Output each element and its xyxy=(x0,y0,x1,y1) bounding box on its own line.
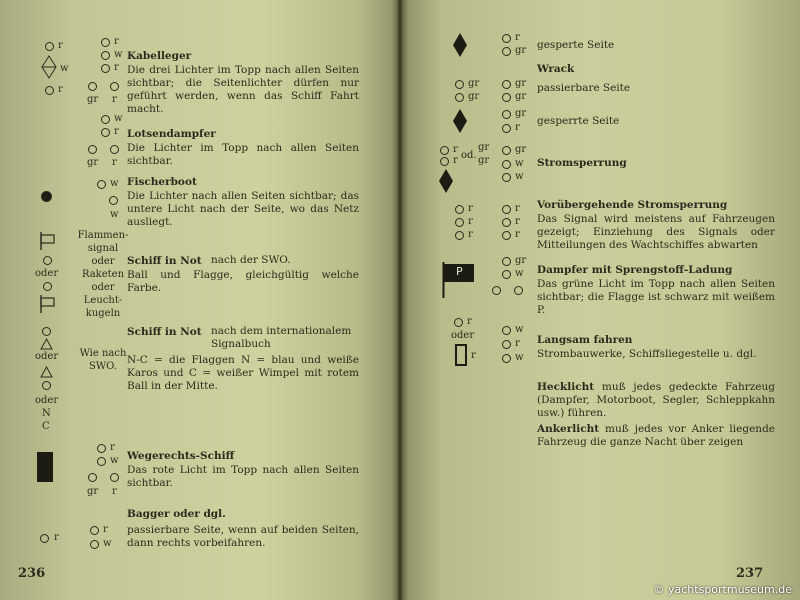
light-label: r xyxy=(468,203,473,214)
light-label: gr xyxy=(515,144,527,155)
ball-signal-icon xyxy=(41,191,52,202)
entry-title: Schiff in Not xyxy=(127,255,202,267)
light-label: w xyxy=(110,455,119,466)
entry-text: muß jedes vor Anker liegende Fahrzeug die ganze Nacht über zeigen xyxy=(537,423,776,448)
oder-label: oder xyxy=(35,351,59,362)
entry-text: N-C = die Flaggen N = blau und weiße Karos und C = weißer Wimpel mit rotem Ball in der Mitte. xyxy=(127,354,359,392)
entry-title: Schiff in Not xyxy=(127,326,202,338)
entry-title: Vorübergehende Stromsperrung xyxy=(537,199,728,211)
light-label: gr xyxy=(468,78,480,89)
light-label: r xyxy=(110,442,115,453)
light-circle xyxy=(101,38,110,47)
light-label: r xyxy=(58,84,63,95)
light-label: w xyxy=(60,63,69,74)
light-label: gr xyxy=(515,91,527,102)
light-circle xyxy=(502,257,511,266)
black-board-icon xyxy=(37,452,53,482)
black-diamond-icon xyxy=(439,169,453,193)
flag-icon xyxy=(40,295,56,313)
entry-title: Dampfer mit Sprengstoff-Ladung xyxy=(537,264,733,276)
light-label: r xyxy=(515,32,520,43)
light-circle xyxy=(455,80,464,89)
light-label: gr xyxy=(87,94,99,105)
light-circle xyxy=(502,231,511,240)
light-label: w xyxy=(515,171,524,182)
light-label: w xyxy=(103,538,112,549)
black-diamond-icon xyxy=(453,109,467,133)
entry-text: passierbare Seite, wenn auf beiden Seiten, dann rechts vorbeifahren. xyxy=(127,524,359,549)
light-circle xyxy=(502,34,511,43)
light-circle xyxy=(454,318,463,327)
right-page xyxy=(402,0,800,600)
light-circle xyxy=(514,286,523,295)
entry-text: Das grüne Licht im Topp nach allen Seiten sichtbar; die Flagge ist schwarz mit weißem P. xyxy=(537,278,775,316)
entry-title-suffix: nach der SWO. xyxy=(211,254,291,266)
diamond-shape-icon xyxy=(42,56,56,78)
flag-icon xyxy=(40,232,56,250)
entry-title: Hecklicht xyxy=(537,381,595,393)
light-circle xyxy=(110,145,119,154)
entry-text: Die Lichter nach allen Seiten sichtbar; das untere Licht nach der Seite, wo das Netz ausliegt. xyxy=(127,190,359,228)
page-number: 236 xyxy=(18,566,46,581)
light-label: r xyxy=(54,532,59,543)
light-circle xyxy=(502,80,511,89)
light-circle xyxy=(88,82,97,91)
light-label: w xyxy=(515,352,524,363)
light-circle xyxy=(502,124,511,133)
signal-label: Leucht- xyxy=(83,295,123,306)
light-circle xyxy=(88,473,97,482)
light-circle xyxy=(502,354,511,363)
entry-title-suffix: nach dem internationalem Signalbuch xyxy=(211,325,352,350)
light-circle xyxy=(455,231,464,240)
light-label: w xyxy=(515,268,524,279)
light-label: r xyxy=(468,216,473,227)
left-page xyxy=(0,0,398,600)
ball-outline-icon xyxy=(43,282,52,291)
triangle-icon xyxy=(41,339,52,349)
light-circle xyxy=(502,47,511,56)
hecklicht-paragraph xyxy=(537,381,775,420)
od-label: od. xyxy=(461,150,477,161)
light-label: gr xyxy=(87,157,99,168)
light-label: gr xyxy=(515,255,527,266)
black-diamond-icon xyxy=(453,33,467,57)
light-label: r xyxy=(112,94,117,105)
light-circle xyxy=(109,196,118,205)
signal-label: Flammen- xyxy=(77,230,129,241)
flag-letter: C xyxy=(42,421,50,432)
light-label: r xyxy=(515,122,520,133)
light-label: r xyxy=(467,316,472,327)
light-label: gr xyxy=(478,155,490,166)
light-label: w xyxy=(114,49,123,60)
light-label: r xyxy=(114,62,119,73)
light-circle xyxy=(97,457,106,466)
flag-letter: P xyxy=(456,265,463,278)
light-circle xyxy=(502,173,511,182)
oder-label: oder xyxy=(35,395,59,406)
entry-text: passierbare Seite xyxy=(537,82,631,94)
light-label: r xyxy=(515,216,520,227)
light-circle xyxy=(440,157,449,166)
light-label: gr xyxy=(87,486,99,497)
signal-label: SWO. xyxy=(89,361,117,372)
oder-label: oder xyxy=(91,256,115,267)
light-label: w xyxy=(515,324,524,335)
light-label: gr xyxy=(515,78,527,89)
entry-text: Ball und Flagge, gleichgültig welche Farbe. xyxy=(127,269,359,294)
watermark: © yachtsportmuseum.de xyxy=(653,583,792,596)
signal-label: Raketen xyxy=(81,269,125,280)
entry-title: Ankerlicht xyxy=(537,423,600,435)
light-circle xyxy=(502,93,511,102)
entry-title: gesperte Seite xyxy=(537,39,615,51)
light-label: r xyxy=(515,203,520,214)
entry-title: Langsam fahren xyxy=(537,334,633,346)
light-circle xyxy=(502,326,511,335)
light-circle xyxy=(502,270,511,279)
light-circle xyxy=(440,146,449,155)
light-circle xyxy=(110,82,119,91)
light-circle xyxy=(502,218,511,227)
light-label: r xyxy=(114,36,119,47)
page-number: 237 xyxy=(736,566,764,581)
light-label: r xyxy=(515,229,520,240)
light-label: w xyxy=(515,158,524,169)
entry-text: Die Lichter im Topp nach allen Seiten sichtbar. xyxy=(127,142,359,167)
ball-outline-icon xyxy=(43,256,52,265)
entry-title: Bagger oder dgl. xyxy=(127,508,226,520)
oder-label: oder xyxy=(91,282,115,293)
light-label: w xyxy=(110,178,119,189)
light-label: gr xyxy=(515,108,527,119)
entry-text: Das rote Licht im Topp nach allen Seiten sichtbar. xyxy=(127,464,359,489)
light-circle xyxy=(101,64,110,73)
light-circle xyxy=(45,86,54,95)
light-label: r xyxy=(471,350,476,361)
ball-outline-icon xyxy=(42,327,51,336)
light-circle xyxy=(101,128,110,137)
light-circle xyxy=(502,160,511,169)
entry-title: gesperrte Seite xyxy=(537,115,620,127)
light-label: gr xyxy=(468,91,480,102)
light-label: r xyxy=(468,229,473,240)
light-circle xyxy=(492,286,501,295)
light-label: r xyxy=(114,126,119,137)
signal-label: signal xyxy=(87,243,119,254)
entry-title: Fischerboot xyxy=(127,176,197,188)
white-board-icon xyxy=(455,344,467,366)
light-label: gr xyxy=(515,45,527,56)
light-label: r xyxy=(58,40,63,51)
entry-title: Lotsendampfer xyxy=(127,128,216,140)
entry-title: Stromsperrung xyxy=(537,157,627,169)
entry-title: Kabelleger xyxy=(127,50,192,62)
light-label: r xyxy=(112,486,117,497)
entry-text: muß jedes gedeckte Fahrzeug (Dampfer, Motorboot, Segler, Schleppkahn usw.) führen. xyxy=(537,381,776,419)
light-circle xyxy=(502,205,511,214)
light-label: w xyxy=(114,113,123,124)
light-circle xyxy=(101,51,110,60)
light-circle xyxy=(101,115,110,124)
light-label: gr xyxy=(478,142,490,153)
oder-label: oder xyxy=(35,268,59,279)
entry-title: Wrack xyxy=(537,63,575,75)
light-label: r xyxy=(112,157,117,168)
light-label: r xyxy=(453,155,458,166)
light-circle xyxy=(97,180,106,189)
light-circle xyxy=(455,93,464,102)
light-label: r xyxy=(515,338,520,349)
light-circle xyxy=(90,540,99,549)
light-circle xyxy=(45,42,54,51)
signal-label: Wie nach xyxy=(79,348,127,359)
book-gutter xyxy=(392,0,408,600)
light-circle xyxy=(110,473,119,482)
light-label: w xyxy=(110,209,119,220)
light-circle xyxy=(88,145,97,154)
light-circle xyxy=(40,534,49,543)
ball-outline-icon xyxy=(42,381,51,390)
light-label: r xyxy=(103,524,108,535)
light-circle xyxy=(97,444,106,453)
oder-label: oder xyxy=(451,330,475,341)
entry-text: Strombauwerke, Schiffsliegestelle u. dgl. xyxy=(537,348,757,360)
light-circle xyxy=(455,218,464,227)
triangle-icon xyxy=(41,367,52,377)
flag-letter: N xyxy=(42,408,51,419)
light-circle xyxy=(502,110,511,119)
entry-text: Das Signal wird meistens auf Fahrzeugen gezeigt; Einziehung des Signals oder Mitteilungen des Wachtschiffes abwarten xyxy=(537,213,775,251)
entry-text: Die drei Lichter im Topp nach allen Seiten sichtbar; die Seitenlichter dürfen nur geführt werden, wenn das Schiff Fahrt macht. xyxy=(127,64,359,115)
light-circle xyxy=(502,146,511,155)
light-label: r xyxy=(453,144,458,155)
signal-label: kugeln xyxy=(85,308,121,319)
light-circle xyxy=(502,340,511,349)
light-circle xyxy=(455,205,464,214)
entry-title: Wegerechts-Schiff xyxy=(127,450,235,462)
ankerlicht-paragraph xyxy=(537,423,775,449)
light-circle xyxy=(90,526,99,535)
